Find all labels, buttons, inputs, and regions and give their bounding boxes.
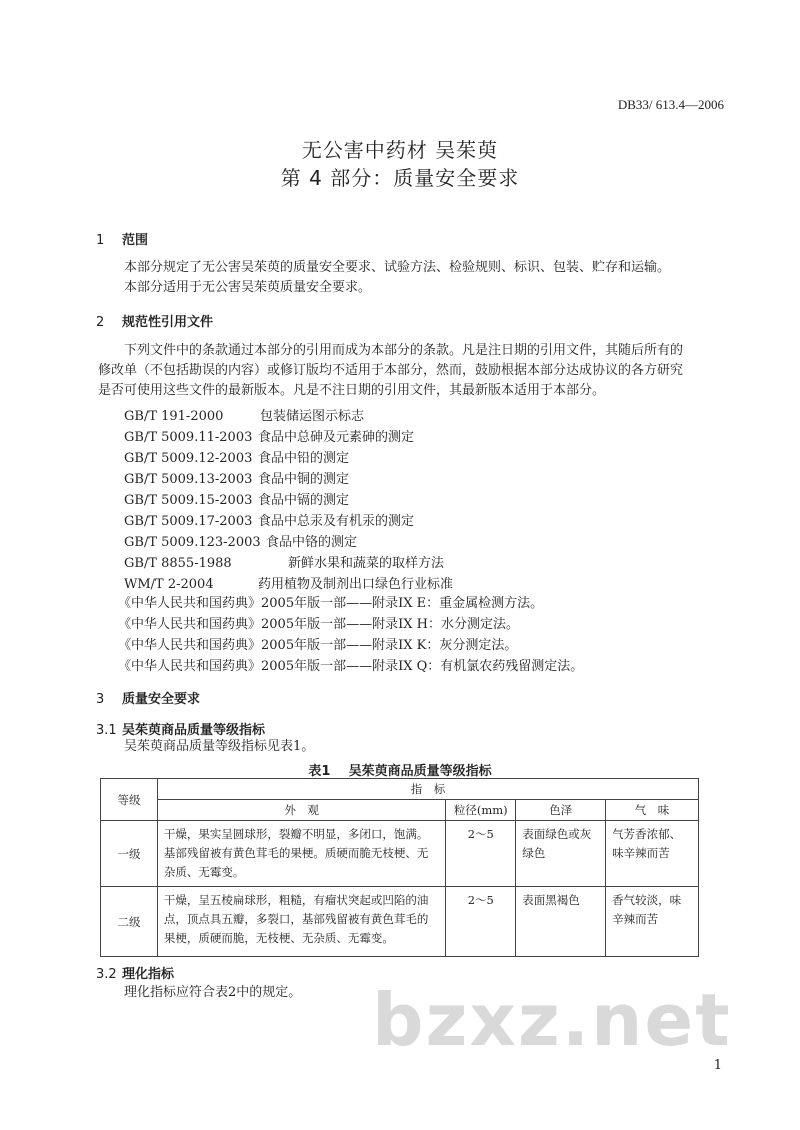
pharmacopoeia-ref: 《中华人民共和国药典》2005年版一部——附录IX H：水分测定法。 xyxy=(118,617,519,632)
watermark: bzxz.net xyxy=(372,978,732,1062)
sec2-intro-line-1: 下列文件中的条款通过本部分的引用而成为本部分的条款。凡是注日期的引用文件，其随后所有的 xyxy=(124,343,684,358)
reference-code: GB/T 5009.123-2003 xyxy=(124,535,261,550)
table-1-caption xyxy=(0,760,800,779)
reference-item xyxy=(124,405,364,424)
reference-title: 食品中总砷及元素砷的测定 xyxy=(258,430,415,445)
table-caption-title: 吴茱萸商品质量等级指标 xyxy=(348,764,492,779)
subsection-3-2-heading xyxy=(96,963,174,982)
pharmacopoeia-ref: 《中华人民共和国药典》2005年版一部——附录IX E：重金属检测方法。 xyxy=(118,596,544,611)
cell-appearance: 干燥，呈五棱扁球形，粗糙，有瘤状突起或凹陷的油点，顶点具五瓣，多裂口，基部残留被有黄色茸毛的果梗，质硬而脆，无枝梗、无杂质、无霉变。 xyxy=(157,887,445,957)
page-number: 1 xyxy=(713,1058,722,1073)
reference-title: 食品中镉的测定 xyxy=(258,493,350,508)
table-row xyxy=(101,821,699,887)
reference-code: GB/T 5009.17-2003 xyxy=(124,514,253,529)
cell-smell: 气芳香浓郁、味辛辣而苦 xyxy=(606,821,699,887)
reference-title: 食品中铜的测定 xyxy=(258,472,350,487)
header-size: 粒径(mm) xyxy=(446,800,516,821)
pharmacopoeia-ref: 《中华人民共和国药典》2005年版一部——附录IX Q：有机氯农药残留测定法。 xyxy=(118,659,584,674)
doc-title-line2: 第 4 部分：质量安全要求 xyxy=(280,166,520,190)
reference-item xyxy=(124,426,414,445)
reference-code: GB/T 191-2000 xyxy=(124,409,224,424)
pharmacopoeia-ref: 《中华人民共和国药典》2005年版一部——附录IX K：灰分测定法。 xyxy=(118,638,518,653)
reference-item xyxy=(124,573,453,592)
reference-item xyxy=(124,468,349,487)
cell-color: 表面绿色或灰绿色 xyxy=(516,821,606,887)
subsection-3-1-text: 吴茱萸商品质量等级指标见表1。 xyxy=(124,739,315,754)
standard-code: DB33/ 613.4—2006 xyxy=(617,97,724,112)
reference-code: WM/T 2-2004 xyxy=(124,577,214,592)
reference-title: 包装储运图示标志 xyxy=(260,409,365,424)
cell-grade: 一级 xyxy=(101,821,158,887)
subsection-title: 理化指标 xyxy=(122,967,175,982)
sec1-paragraph-2: 本部分适用于无公害吴茱萸质量安全要求。 xyxy=(124,280,372,295)
reference-item xyxy=(124,552,444,571)
subsection-number: 3.2 xyxy=(96,967,117,982)
sec2-intro-line-2: 修改单（不包括勘误的内容）或修订版均不适用于本部分，然而，鼓励根据本部分达成协议的各方研究 xyxy=(98,363,684,378)
header-grade: 等级 xyxy=(101,779,158,821)
section-1-heading xyxy=(96,229,148,248)
reference-code: GB/T 8855-1988 xyxy=(124,556,232,571)
subsection-3-1-heading xyxy=(96,719,265,738)
reference-code: GB/T 5009.11-2003 xyxy=(124,430,253,445)
cell-smell: 香气较淡，味辛辣而苦 xyxy=(606,887,699,957)
section-title: 规范性引用文件 xyxy=(122,315,214,330)
reference-title: 食品中铬的测定 xyxy=(266,535,358,550)
reference-title: 新鲜水果和蔬菜的取样方法 xyxy=(288,556,445,571)
subsection-number: 3.1 xyxy=(96,723,117,738)
section-number: 1 xyxy=(96,233,105,248)
quality-grade-table xyxy=(100,778,699,957)
reference-code: GB/T 5009.13-2003 xyxy=(124,472,253,487)
reference-item xyxy=(124,489,349,508)
reference-item xyxy=(124,510,414,529)
cell-appearance: 干燥，果实呈圆球形，裂瓣不明显，多闭口，饱满。基部残留被有黄色茸毛的果梗。质硬而脆无枝梗、无杂质、无霉变。 xyxy=(157,821,445,887)
sec1-paragraph-1: 本部分规定了无公害吴茱萸的质量安全要求、试验方法、检验规则、标识、包装、贮存和运输。 xyxy=(124,260,671,275)
cell-size: 2～5 xyxy=(446,887,516,957)
table-row xyxy=(101,887,699,957)
header-smell: 气 味 xyxy=(606,800,699,821)
header-color: 色泽 xyxy=(516,800,606,821)
reference-title: 药用植物及制剂出口绿色行业标准 xyxy=(258,577,454,592)
subsection-3-2-text: 理化指标应符合表2中的规定。 xyxy=(124,985,302,1000)
reference-code: GB/T 5009.12-2003 xyxy=(124,451,253,466)
doc-title-line1: 无公害中药材 吴茱萸 xyxy=(301,138,499,162)
table-caption-number: 表1 xyxy=(308,764,331,779)
header-appearance: 外 观 xyxy=(157,800,445,821)
section-title: 质量安全要求 xyxy=(122,692,201,707)
cell-grade: 二级 xyxy=(101,887,158,957)
reference-title: 食品中铅的测定 xyxy=(258,451,350,466)
cell-size: 2～5 xyxy=(446,821,516,887)
section-title: 范围 xyxy=(122,233,149,248)
subsection-title: 吴茱萸商品质量等级指标 xyxy=(122,723,266,738)
reference-item xyxy=(124,531,357,550)
reference-code: GB/T 5009.15-2003 xyxy=(124,493,253,508)
reference-item xyxy=(124,447,349,466)
cell-color: 表面黑褐色 xyxy=(516,887,606,957)
header-index: 指 标 xyxy=(157,779,698,800)
section-number: 3 xyxy=(96,692,105,707)
sec2-intro-line-3: 是否可使用这些文件的最新版本。凡是不注日期的引用文件，其最新版本适用于本部分。 xyxy=(98,383,606,398)
reference-title: 食品中总汞及有机汞的测定 xyxy=(258,514,415,529)
section-3-heading xyxy=(96,688,200,707)
section-2-heading xyxy=(96,311,213,330)
section-number: 2 xyxy=(96,315,105,330)
